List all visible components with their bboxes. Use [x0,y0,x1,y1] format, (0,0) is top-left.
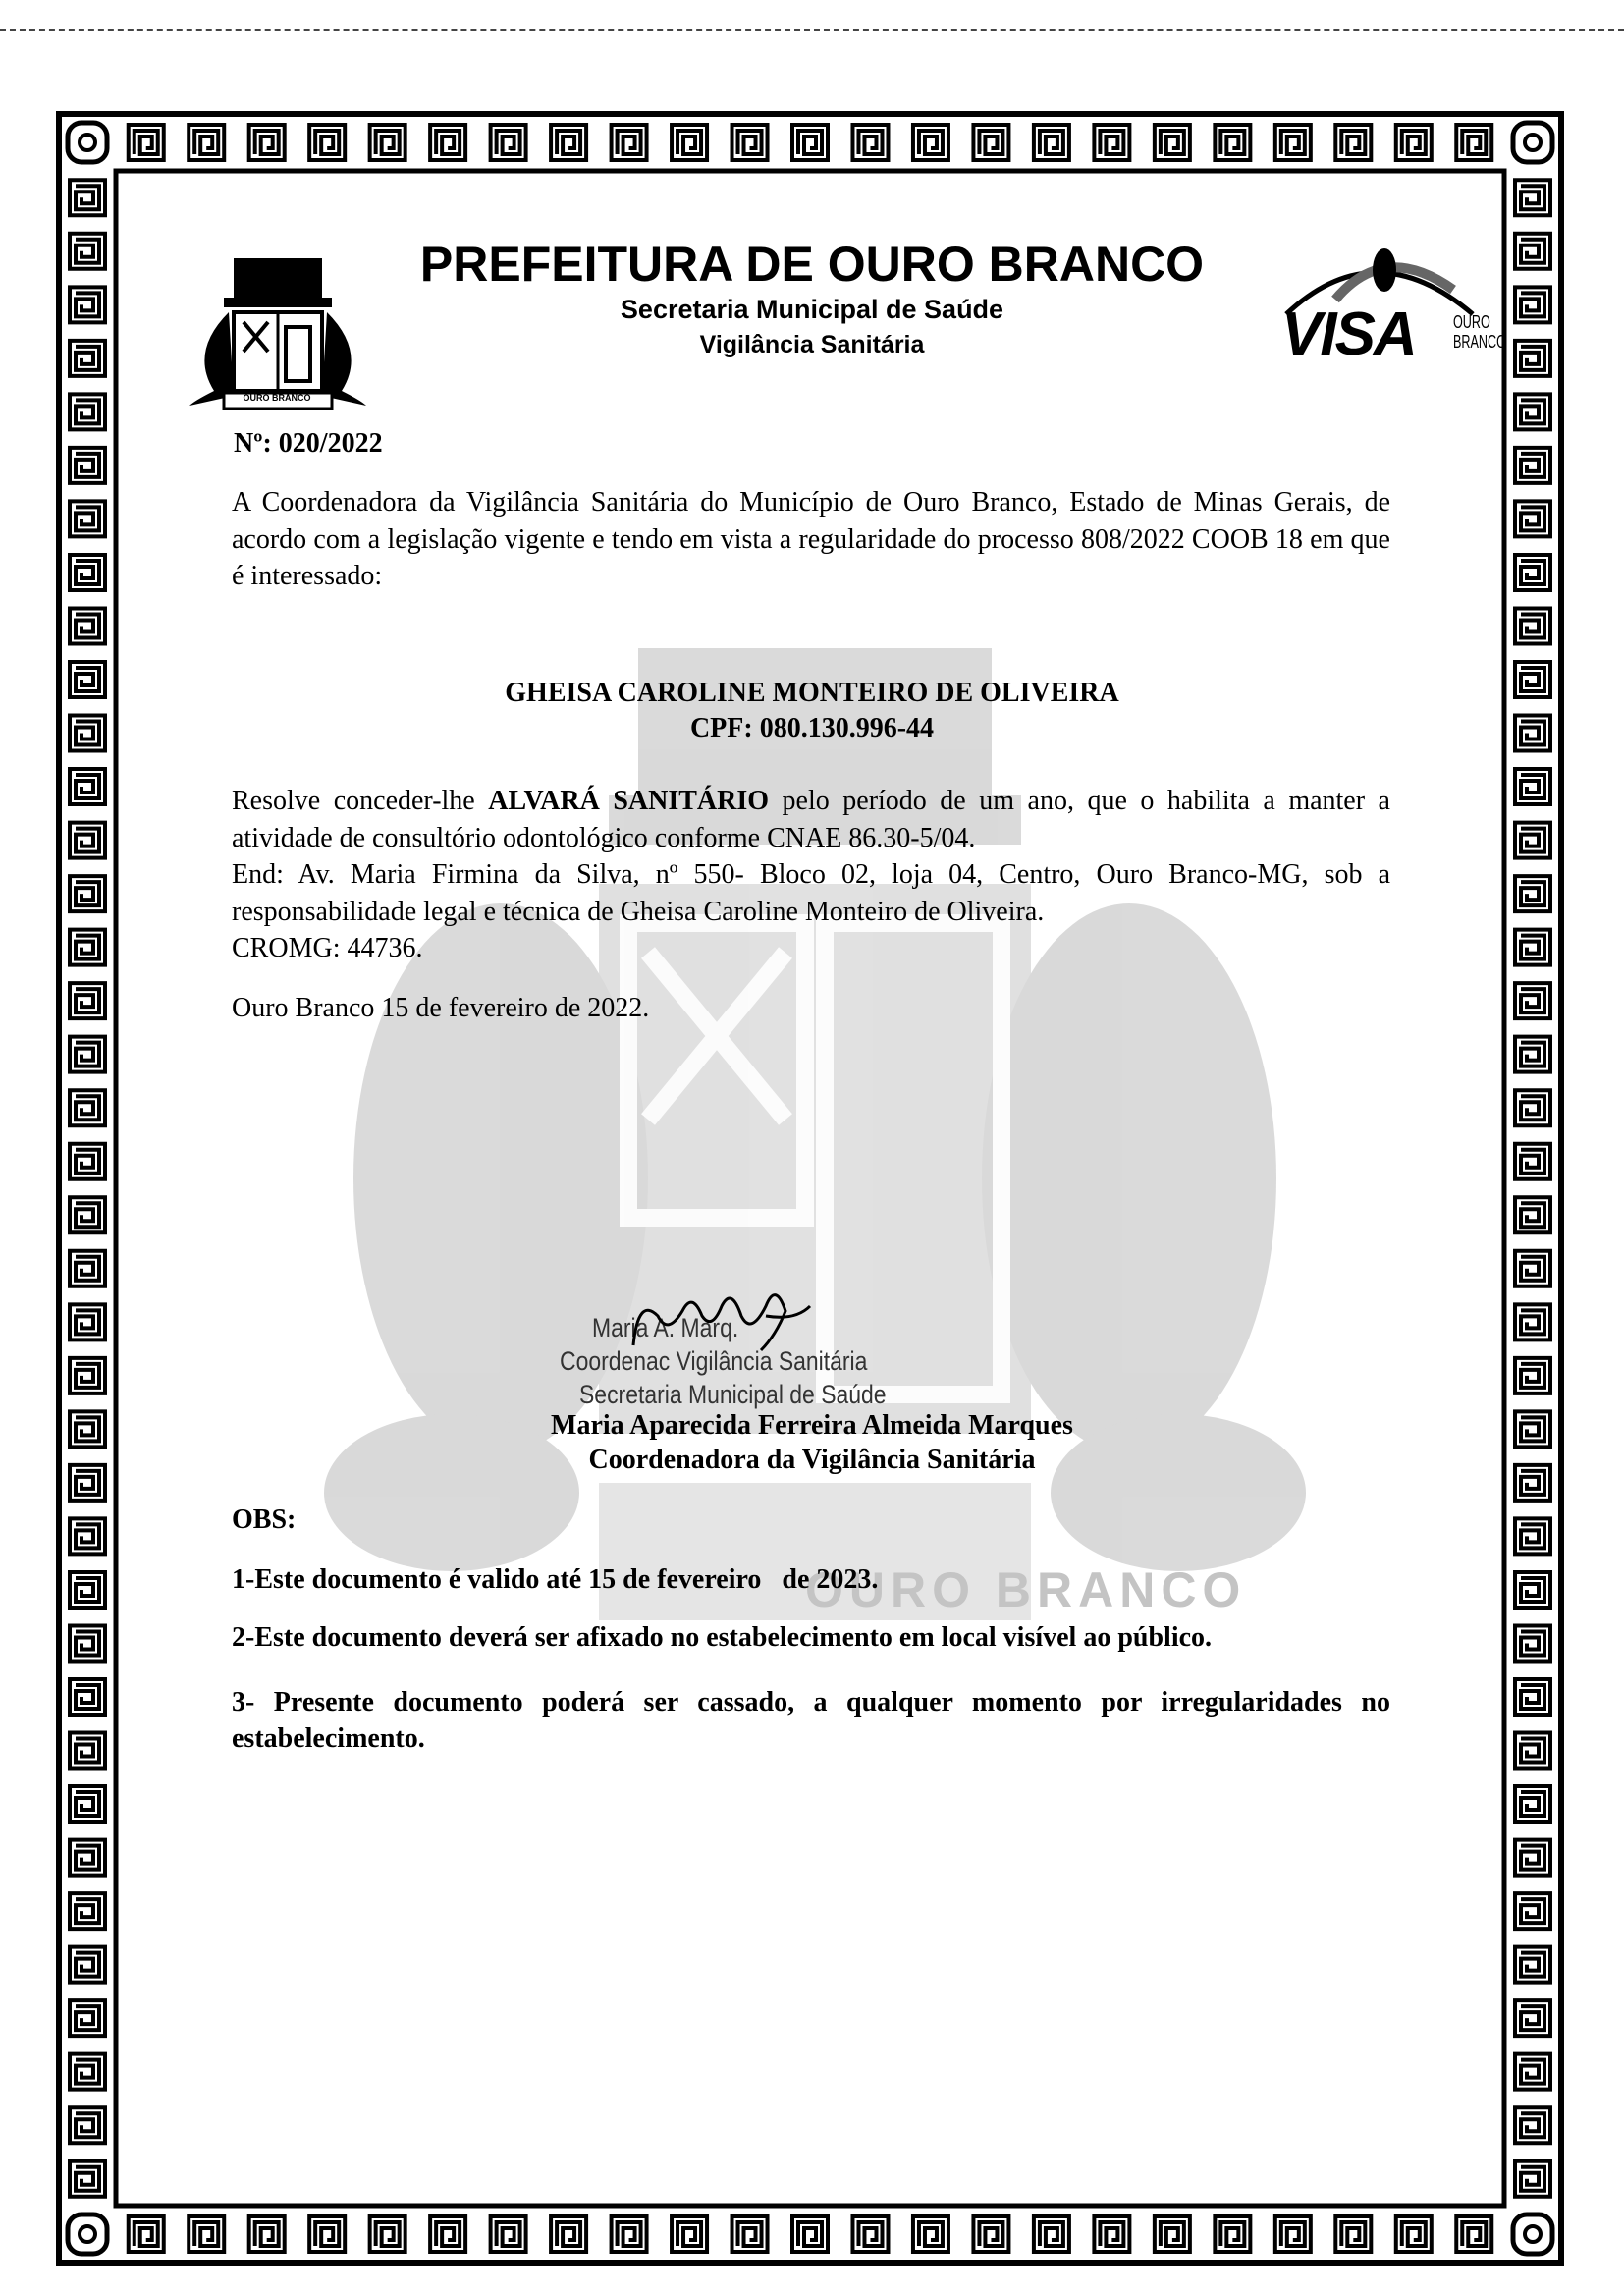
greek-key-tile [1094,125,1129,160]
greek-key-tile [70,983,105,1018]
interested-cpf: CPF: 080.130.996-44 [689,713,935,743]
greek-key-tile [70,448,105,483]
border-corner-circle [68,123,107,162]
greek-key-tile [852,125,888,160]
greek-key-tile [612,125,647,160]
border-corner-circle [1513,123,1552,162]
greek-key-tile [1515,180,1550,215]
greek-key-tile [70,1197,105,1232]
signatory-name: Maria Aparecida Ferreira Almeida Marques [551,1410,1073,1441]
greek-key-tile [70,1840,105,1876]
greek-key-tile [309,125,345,160]
greek-key-tile [732,2216,768,2252]
greek-key-tile [70,1518,105,1554]
greek-key-tile [70,1144,105,1179]
obs-item: 3- Presente documento poderá ser cassado, a qualquer momento por irregularidades no estabelecimento. [232,1687,1390,1754]
obs-item: 2-Este documento deverá ser afixado no estabelecimento em local visível ao público. [232,1622,1213,1653]
greek-key-tile [1515,1947,1550,1983]
greek-key-tile [1456,125,1491,160]
greek-key-tile [1515,1625,1550,1661]
greek-key-tile [1155,125,1190,160]
visa-logo-text: VISA [1281,301,1416,368]
greek-key-tile [189,125,224,160]
cromg-number: CROMG: 44736. [232,933,423,963]
greek-key-tile [1515,1679,1550,1715]
greek-key-tile [70,180,105,215]
greek-key-tile [792,2216,828,2252]
greek-key-tile [491,125,526,160]
greek-key-tile [1275,125,1311,160]
greek-key-tile [1515,1037,1550,1072]
document-number: Nº: 020/2022 [234,428,383,459]
greek-key-tile [70,930,105,965]
greek-key-tile [129,2216,164,2252]
greek-key-tile [1515,876,1550,911]
greek-key-tile [1335,125,1371,160]
greek-key-tile [1215,2216,1250,2252]
border-corner-circle [1513,2214,1552,2254]
watermark-text: OURO BRANCO [805,1562,1247,1617]
greek-key-tile [70,2161,105,2197]
greek-key-tile [672,125,707,160]
greek-key-tile [973,2216,1008,2252]
greek-key-tile [249,125,285,160]
greek-key-tile [70,555,105,590]
handwritten-signature [628,1277,815,1355]
greek-key-tile [1396,2216,1432,2252]
greek-key-tile [792,125,828,160]
greek-key-tile [129,125,164,160]
department-name: Vigilância Sanitária [699,331,925,358]
greek-key-tile [1094,2216,1129,2252]
greek-key-tile [70,1625,105,1661]
greek-key-tile [551,2216,586,2252]
greek-key-tile [70,2000,105,2036]
greek-key-tile [1515,1840,1550,1876]
greek-key-tile [1515,1733,1550,1769]
greek-key-tile [70,1251,105,1286]
city-logo-label: OURO BRANCO [243,393,311,403]
greek-key-tile [1515,608,1550,643]
greek-key-tile [70,876,105,911]
greek-key-tile [1515,394,1550,429]
greek-key-tile [70,1893,105,1929]
resolve-prefix: Resolve conceder-lhe [232,786,489,816]
greek-key-tile [1034,2216,1069,2252]
greek-key-tile [1515,2161,1550,2197]
greek-key-tile [1515,555,1550,590]
greek-key-tile [370,2216,406,2252]
greek-key-tile [430,125,465,160]
address-paragraph: End: Av. Maria Firmina da Silva, nº 550- Bloco 02, loja 04, Centro, Ouro Branco-MG, sob a responsabilidade legal e técnica de Gheisa Caroline Monteiro de Oliveira. [232,859,1390,927]
greek-key-tile [70,394,105,429]
greek-key-tile [1275,2216,1311,2252]
greek-key-tile [70,1037,105,1072]
obs-item: 1-Este documento é valido até 15 de fevereiro de 2023. [232,1564,879,1595]
greek-key-tile [913,125,948,160]
greek-key-tile [1515,1893,1550,1929]
signatory-role: Coordenadora da Vigilância Sanitária [588,1445,1036,1475]
greek-key-tile [70,2107,105,2143]
greek-key-tile [1515,1518,1550,1554]
stamp-line-2: Coordenac Vigilância Sanitária [560,1346,868,1376]
greek-key-tile [70,1733,105,1769]
greek-key-tile [1515,1251,1550,1286]
greek-key-tile [1515,1144,1550,1179]
resolve-paragraph [232,783,1390,856]
greek-key-tile [1396,125,1432,160]
visa-subtext-line: BRANCO [1453,332,1506,352]
greek-key-tile [1515,1786,1550,1822]
greek-key-tile [70,769,105,804]
greek-key-tile [430,2216,465,2252]
greek-key-tile [1515,1358,1550,1394]
greek-key-tile [1155,2216,1190,2252]
greek-key-tile [70,1679,105,1715]
greek-key-tile [1515,769,1550,804]
border-corner-dot [80,135,95,150]
resolve-suffix: pelo período de um ano, que o habilita a manter a atividade de consultório odontológico conforme CNAE 86.30-5/04. [232,786,1390,853]
greek-key-tile [70,1947,105,1983]
greek-key-tile [612,2216,647,2252]
border-corner-circle [68,2214,107,2254]
intro-paragraph: A Coordenadora da Vigilância Sanitária do Município de Ouro Branco, Estado de Minas Gerais, de acordo com a legislação vigente e tendo em vista a regularidade do processo 808/2022 COOB 18 em que é interessado: [232,487,1390,591]
greek-key-tile [732,125,768,160]
greek-key-tile [1515,2107,1550,2143]
border-corner-dot [1525,2226,1541,2242]
greek-key-tile [370,125,406,160]
greek-key-tile [70,1786,105,1822]
border-corner-dot [1525,135,1541,150]
greek-key-tile [1515,2054,1550,2090]
greek-key-tile [70,1304,105,1339]
greek-key-tile [852,2216,888,2252]
greek-key-tile [70,1090,105,1125]
greek-key-tile [249,2216,285,2252]
border-corner-dot [80,2226,95,2242]
greek-key-tile [1515,1572,1550,1608]
greek-key-tile [1215,125,1250,160]
greek-key-tile [551,125,586,160]
stamp-line-3: Secretaria Municipal de Saúde [579,1380,887,1409]
greek-key-tile [1335,2216,1371,2252]
greek-key-tile [973,125,1008,160]
interested-name: GHEISA CAROLINE MONTEIRO DE OLIVEIRA [505,678,1119,708]
permit-type: ALVARÁ SANITÁRIO [488,786,770,816]
watermark-coat-of-arms [314,629,1316,1630]
greek-key-tile [913,2216,948,2252]
page-title: PREFEITURA DE OURO BRANCO [419,237,1205,292]
stamp-line-1: Maria A. Marq. [592,1313,739,1342]
greek-key-tile [1456,2216,1491,2252]
greek-key-tile [1515,983,1550,1018]
greek-key-tile [70,2054,105,2090]
greek-key-tile [70,823,105,858]
greek-key-tile [70,1572,105,1608]
greek-key-tile [70,501,105,536]
visa-subtext-line: OURO [1453,312,1490,332]
obs-label: OBS: [232,1504,297,1535]
greek-key-tile [1515,1197,1550,1232]
greek-key-tile [1515,448,1550,483]
page-subtitle: Secretaria Municipal de Saúde [620,295,1004,324]
issue-date: Ouro Branco 15 de fevereiro de 2022. [232,993,650,1023]
greek-key-tile [1515,501,1550,536]
greek-key-tile [1515,1090,1550,1125]
greek-key-tile [70,608,105,643]
greek-key-tile [1515,2000,1550,2036]
greek-key-tile [1034,125,1069,160]
greek-key-tile [70,1358,105,1394]
greek-key-tile [1515,930,1550,965]
greek-key-tile [1515,1304,1550,1339]
greek-key-tile [491,2216,526,2252]
greek-key-tile [1515,823,1550,858]
greek-key-tile [309,2216,345,2252]
greek-key-tile [189,2216,224,2252]
greek-key-tile [672,2216,707,2252]
